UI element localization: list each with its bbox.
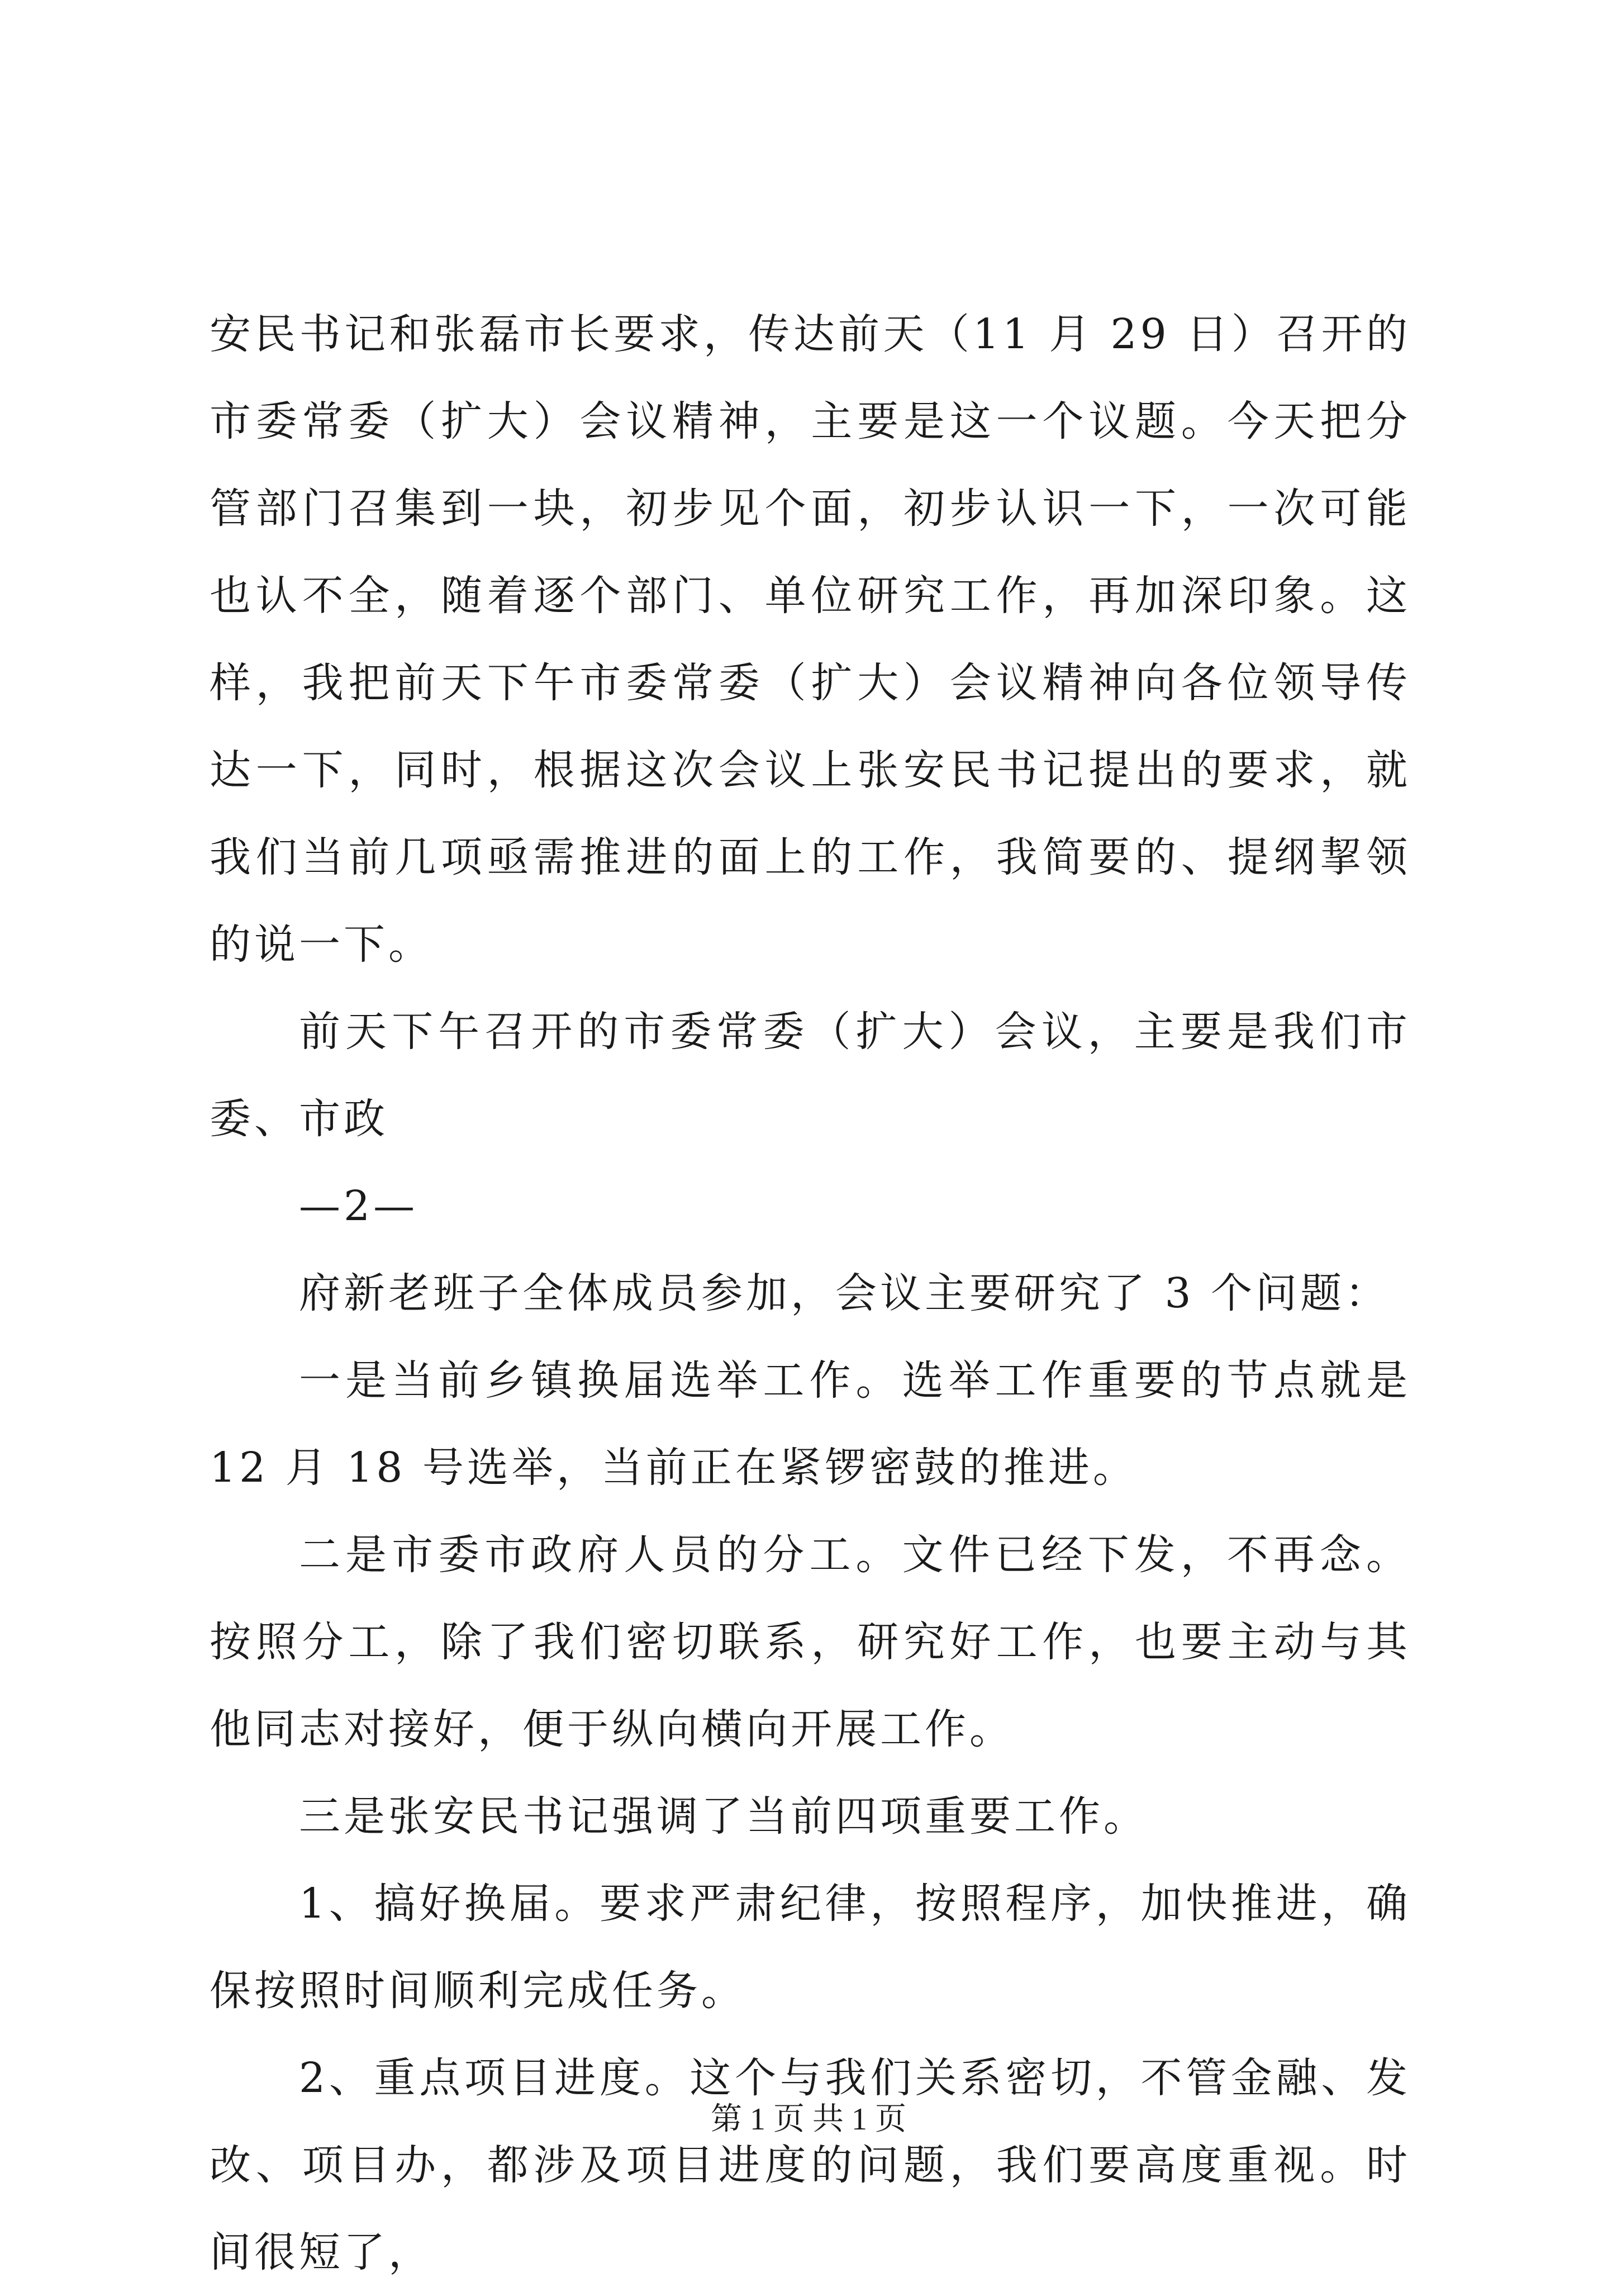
paragraph-item-two: 二是市委市政府人员的分工。文件已经下发，不再念。按照分工，除了我们密切联系，研究好工作，也要主动与其他同志对接好，便于纵向横向开展工作。 bbox=[210, 1531, 1411, 1753]
paragraph-opening: 安民书记和张磊市长要求，传达前天（11 月 29 日）召开的市委常委（扩大）会议精神，主要是这一个议题。今天把分管部门召集到一块，初步见个面，初步认识一下，一次可能也认不全，随着逐个部门、单位研究工作，再加深印象。这样，我把前天下午市委常委（扩大）会议精神向各位领导传达一下，同时，根据这次会议上张安民书记提出的要求，就我们当前几项亟需推进的面上的工作，我简要的、提纲挈领的说一下。 bbox=[210, 310, 1411, 969]
paragraph-item-one: 一是当前乡镇换届选举工作。选举工作重要的节点就是 12 月 18 号选举，当前正在紧锣密鼓的推进。 bbox=[210, 1356, 1411, 1492]
paragraph-task-two: 2、重点项目进度。这个与我们关系密切，不管金融、发改、项目办，都涉及项目进度的问题，我们要高度重视。时间很短了， bbox=[210, 2054, 1411, 2276]
page-footer: 第 1 页 共 1 页 bbox=[711, 2102, 906, 2137]
document-body bbox=[210, 291, 1411, 2296]
paragraph-item-three: 三是张安民书记强调了当前四项重要工作。 bbox=[299, 1792, 1148, 1840]
paragraph-meeting-intro: 前天下午召开的市委常委（扩大）会议，主要是我们市委、市政 bbox=[210, 1008, 1411, 1143]
page-number-marker: —2— bbox=[299, 1182, 418, 1230]
paragraph-attendees: 府新老班子全体成员参加，会议主要研究了 3 个问题： bbox=[299, 1269, 1390, 1317]
paragraph-task-one: 1、搞好换届。要求严肃纪律，按照程序，加快推进，确保按照时间顺利完成任务。 bbox=[210, 1880, 1411, 2015]
